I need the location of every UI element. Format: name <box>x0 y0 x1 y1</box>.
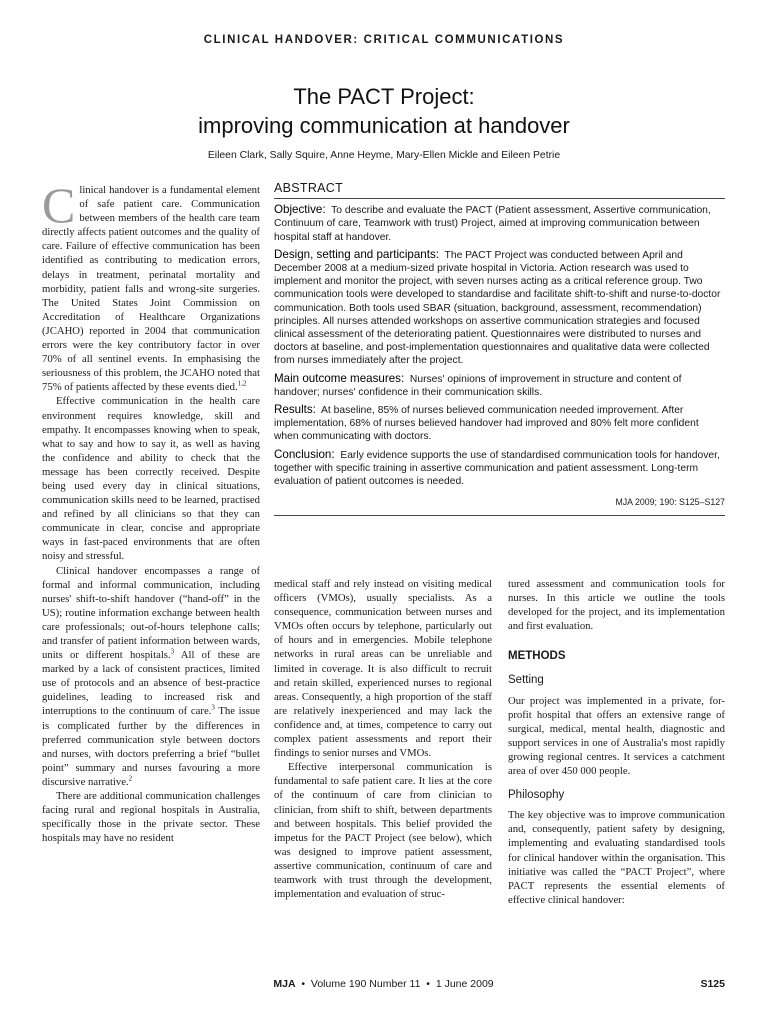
body-paragraph-6: Effective interpersonal communication is fundamental to safe patient care. It lies at the core of the continuum of care from clinician to clinician, from shift to shift, between departments and between hospitals. This belief provided the impetus for the PACT Project (see below), which was designed to improve patient assessment, assertive communication, continuum of care and teamwork with trust through the development, implementation and evaluation of struc- <box>274 761 492 901</box>
footer-bullet: • <box>426 978 430 990</box>
body-paragraph-8: Our project was implemented in a private, for-profit hospital that offers an extensive range of surgical, medical, mental health, diagnostic and support services in one of Australia's most rapidly growing regional centres. It services a catchment area of over 450 000 people. <box>508 694 725 778</box>
article-title-line1: The PACT Project: <box>293 84 475 109</box>
body-column-middle <box>274 577 492 901</box>
methods-heading: METHODS <box>508 650 566 663</box>
footer-journal: MJA <box>273 978 296 990</box>
body-paragraph-4: There are additional communication challenges facing rural and regional hospitals in Australia, specifically those in the private sector. These hospitals may have no resident <box>42 790 260 845</box>
abstract-conclusion: Conclusion: Early evidence supports the use of standardised communication tools for handover, together with specific training in assertive communication and patient assessment. Long-term evaluation of patient outcomes is needed. <box>274 447 720 488</box>
footer-bullet: • <box>301 978 306 990</box>
setting-heading: Setting <box>508 674 544 687</box>
section-header: CLINICAL HANDOVER: CRITICAL COMMUNICATIONS <box>203 34 565 46</box>
page-number: S125 <box>700 978 725 990</box>
body-paragraph-2: Effective communication in the health care environment requires knowledge, skill and empathy. It encompasses knowing when to speak, what to say and how to say it, as well as having the confidence and ability to check that the message has been correctly received. Despite being used every day in clinical situations, communication skills need to be learned, practised and refined by all clinicians so that they can communicate in clear, concise and appropriate ways in fast-paced environments that are often noisy and stressful. <box>42 395 260 563</box>
drop-cap: C <box>42 177 76 233</box>
abstract-design: Design, setting and participants: The PACT Project was conducted between April and December 2008 at a medium-sized private hospital in Victoria. Action research was used to implement and monitor the project, with seven nurses acting as a critical reference group. Two communication tools were developed to standardise and facilitate shift-to-shift and nurse-to-doctor communication. Both tools used SBAR (situation, background, assessment, recommendation) principles. All nurses attended workshops on assertive communication strategies and focused clinical assessment of the deteriorating patient. Questionnaires were distributed to nurses and doctors at baseline, and post-implementation questionnaires and qualitative data were collected from nurses immediately after the project. <box>274 247 721 367</box>
abstract-objective: Objective: To describe and evaluate the PACT (Patient assessment, Assertive communication, Continuum of care, Teamwork with trust) Project, aimed at improving communication between hospital staff at handover. <box>274 203 711 243</box>
body-paragraph-1: Clinical handover is a fundamental element of safe patient care. Communication between members of the health care team directly affects patient outcomes and the quality of care. Failure of effective communication has been identified as contributing to medication errors, delays in treatment, perinatal mortality and morbidity, patient falls and wrong-site surgeries. The United States Joint Commission on Accreditation of Healthcare Organizations (JCAHO) reported in 2004 that communication errors were the key contributory factor in over 70% of all sentinel events. In emphasising the seriousness of this problem, the JCAHO noted that 75% of patients affected by these events died.$^{1,2}$ <box>42 177 260 394</box>
reference-marker: 1,2 <box>237 379 247 388</box>
body-column-right <box>508 577 725 907</box>
body-paragraph-9: The key objective was to improve communication and, consequently, patient safety by designing, implementing and evaluating standardised tools for clinical handover within the organisation. This initiative was called the “PACT Project”, where PACT represents the essential elements of effective clinical handover: <box>508 809 725 906</box>
abstract-outcomes: Main outcome measures: Nurses' opinions of improvement in structure and content of handover; nurses' confidence in their communication skills. <box>274 371 682 398</box>
body-paragraph-7: tured assessment and communication tools for nurses. In this article we outline the tools developed for the project, and its implementation and first evaluation. <box>508 578 725 633</box>
philosophy-heading: Philosophy <box>508 789 565 802</box>
footer-journal-info <box>42 978 725 990</box>
author-list: Eileen Clark, Sally Squire, Anne Heyme, Mary-Ellen Mickle and Eileen Petrie <box>207 150 561 161</box>
footer-date: 1 June 2009 <box>435 978 494 990</box>
footer-issue: Volume 190 Number 11 <box>310 978 421 990</box>
body-column-left <box>42 177 260 845</box>
abstract-heading: ABSTRACT <box>274 182 725 199</box>
body-paragraph-3: Clinical handover encompasses a range of formal and informal communication, including nurses' shift-to-shift handover (“hand-off” in the US); routine information exchange between health care professionals; out-of-hours telephone calls; and transfer of patient information between wards, units or different hospitals.$^3$ All of these are marked by a lack of consistent practices, limited use of protocols and an absence of best-practice guidelines, leading to increased risk and interruptions to the continuum of care.$^3$ The issue is complicated further by the differences in preferred communication style between doctors and nurses, with doctors preferring a brief “bullet point” summary and nurses favouring a more discursive narrative.$^2$ <box>42 564 260 788</box>
abstract-box <box>274 182 725 516</box>
article-title-line2: improving communication at handover <box>198 113 570 138</box>
body-paragraph-5: medical staff and rely instead on visiting medical officers (VMOs), usually specialists. As a consequence, communication between nurses and VMOs often occurs by telephone, particularly out of hours and in emergencies. Mobile telephone networks in rural areas can be unreliable and limited in coverage. It is also difficult to recruit and retain skilled, experienced nurses to regional areas. Consequently, a high proportion of the staff are relatively inexperienced and may lack the confidence and, at times, competence to carry out complex patient assessments and report their findings to senior nurses and VMOs. <box>274 578 492 760</box>
abstract-results: Results: At baseline, 85% of nurses believed communication needed improvement. After implementation, 68% of nurses believed handover had improved and 80% felt more confident when communicating with doctors. <box>274 403 699 443</box>
citation: MJA 2009; 190: S125–S127 <box>274 492 725 516</box>
